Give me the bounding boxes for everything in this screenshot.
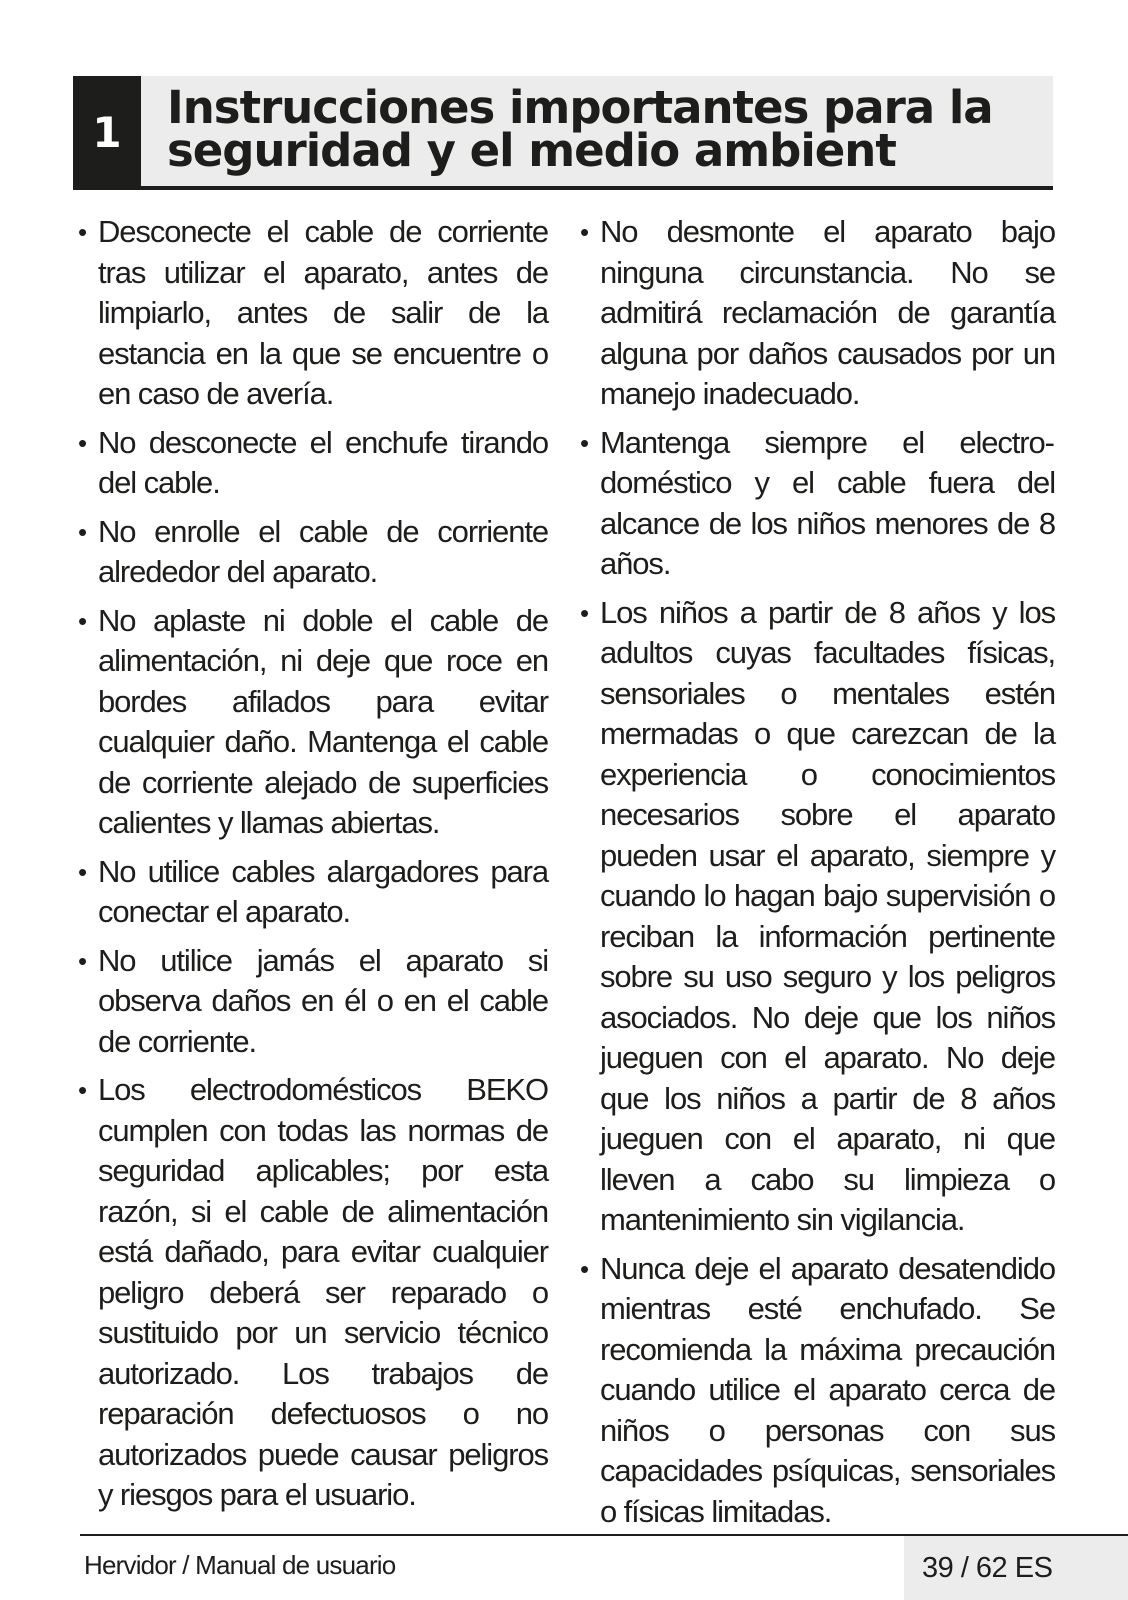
list-item-text: Nunca deje el aparato desatendido mientras esté enchufado. Se recomienda la máxima precaución cuando utilice el aparato cerca de niños o personas con sus capacidades psíquicas, sensoriales o físicas limitadas. <box>600 1250 1055 1529</box>
right-column <box>580 212 1055 1540</box>
list-item <box>78 852 548 933</box>
list-item <box>78 1070 548 1516</box>
list-item-text: No desmonte el aparato bajo ninguna circunstancia. No se admitirá reclamación de garantía alguna por daños causados por un manejo inadecuado. <box>600 214 1055 411</box>
list-item-text: No enrolle el cable de corriente alrededor del aparato. <box>98 513 548 589</box>
page-number-box <box>904 1536 1128 1600</box>
list-item <box>580 212 1055 415</box>
page-title: Instrucciones importantes para la seguridad y el medio ambient <box>167 81 993 177</box>
bullet-icon: • <box>78 427 87 458</box>
chapter-header <box>73 76 1053 188</box>
list-item-text: Los niños a partir de 8 años y los adultos cuyas facultades físicas, sensoriales o mentales estén mermadas o que carezcan de la experiencia o conocimientos necesarios sobre el aparato pueden usar el aparato, siempre y cuando lo hagan bajo supervisión o reciban la información pertinente sobre su uso seguro y los peligros asociados. No deje que los niños jueguen con el aparato. No deje que los niños a partir de 8 años jueguen con el aparato, ni que lleven a cabo su limpieza o mantenimiento sin vigilancia. <box>600 594 1055 1237</box>
bullet-icon: • <box>78 1075 87 1105</box>
list-item <box>78 423 548 504</box>
chapter-number: 1 <box>92 107 122 157</box>
list-item-text: No desconecte el enchufe tirando del cable. <box>98 424 548 500</box>
list-item-text: Los electrodomésticos BEKO cumplen con todas las normas de seguridad aplicables; por esta razón, si el cable de alimentación está dañado, para evitar cualquier peligro deberá ser reparado o sustituido por un servicio técnico autorizado. Los trabajos de reparación defectuosos o no autorizados puede causar peligros y riesgos para el usuario. <box>98 1072 548 1512</box>
list-item <box>580 1249 1055 1533</box>
list-item <box>78 512 548 593</box>
bullet-icon: • <box>78 856 87 887</box>
list-item <box>78 941 548 1063</box>
right-bullet-list <box>580 212 1055 1532</box>
bullet-icon: • <box>78 945 87 976</box>
footer-document-title: Hervidor / Manual de usuario <box>84 1550 396 1580</box>
bullet-icon: • <box>78 516 87 547</box>
left-column <box>78 212 548 1524</box>
list-item-text: Mantenga siempre el electrodoméstico y el cable fuera del alcance de los niños menores de 8 años. <box>600 424 1055 581</box>
bullet-icon: • <box>580 1253 589 1284</box>
list-item <box>78 212 548 415</box>
bullet-icon: • <box>78 217 87 247</box>
chapter-number-box <box>73 76 141 188</box>
header-divider <box>73 186 1053 190</box>
list-item-text: No utilice cables alargadores para conectar el aparato. <box>98 853 548 929</box>
list-item <box>78 601 548 844</box>
left-bullet-list <box>78 212 548 1516</box>
bullet-icon: • <box>580 597 589 628</box>
list-item-text: No utilice jamás el aparato si observa daños en él o en el cable de corriente. <box>98 942 548 1059</box>
bullet-icon: • <box>78 605 87 636</box>
page-number: 39 / 62 ES <box>922 1552 1053 1584</box>
list-item-text: No aplaste ni doble el cable de alimentación, ni deje que roce en bordes afilados para evitar cualquier daño. Mantenga el cable de corriente alejado de superficies calientes y llamas abiertas. <box>98 602 548 840</box>
bullet-icon: • <box>580 217 589 247</box>
list-item <box>580 593 1055 1241</box>
list-item <box>580 423 1055 585</box>
bullet-icon: • <box>580 427 589 458</box>
list-item-text: Desconecte el cable de corriente tras utilizar el aparato, antes de limpiarlo, antes de salir de la estancia en la que se encuentre o en caso de avería. <box>98 214 548 411</box>
